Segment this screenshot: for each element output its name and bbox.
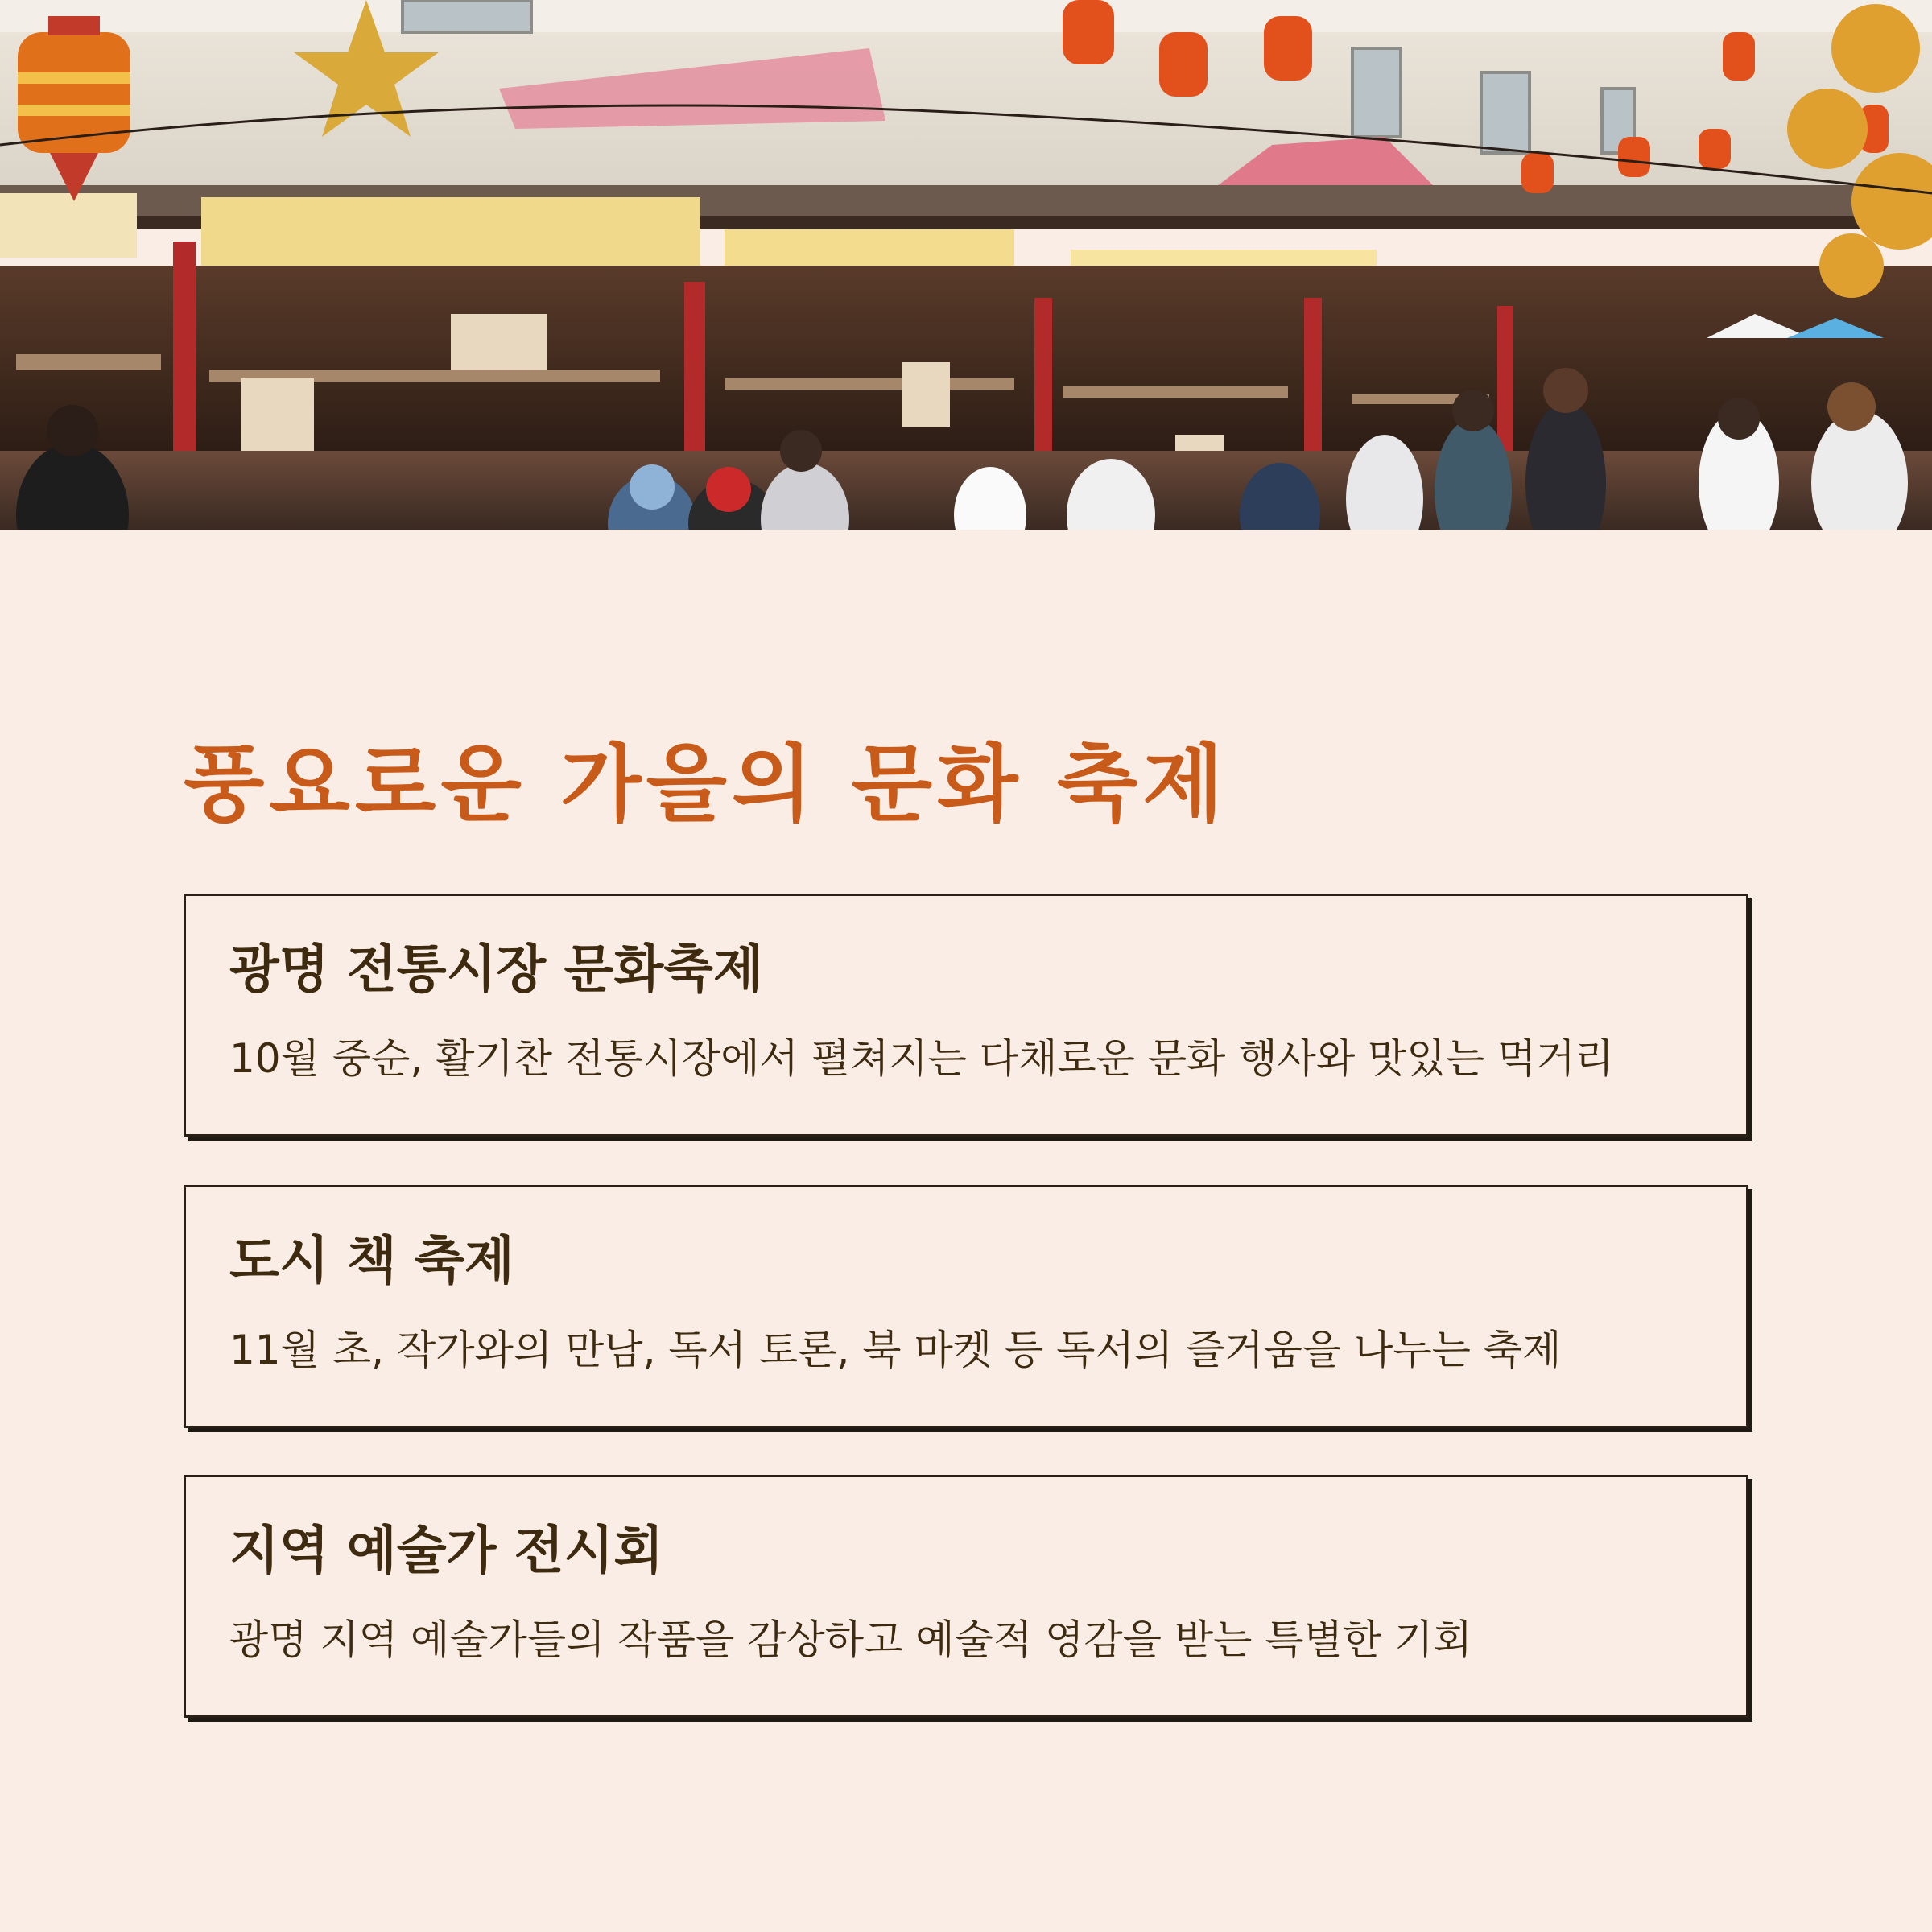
event-card [184, 1185, 1748, 1428]
event-description: 11월 초, 작가와의 만남, 독서 토론, 북 마켓 등 독서의 즐거움을 나누는 축제 [229, 1327, 1562, 1373]
event-card [184, 1475, 1748, 1718]
page-title: 풍요로운 가을의 문화 축제 [184, 735, 1228, 833]
market-scene-illustration [0, 0, 1932, 530]
event-title: 지역 예술가 전시회 [229, 1521, 664, 1581]
event-title: 도시 책 축제 [229, 1232, 514, 1291]
event-card [184, 894, 1748, 1137]
event-description: 10월 중순, 활기찬 전통시장에서 펼쳐지는 다채로운 문화 행사와 맛있는 먹거리 [229, 1035, 1614, 1082]
event-description: 광명 지역 예술가들의 작품을 감상하고 예술적 영감을 받는 특별한 기회 [229, 1616, 1472, 1663]
event-title: 광명 전통시장 문화축제 [229, 940, 763, 1000]
hero-photo [0, 0, 1932, 530]
